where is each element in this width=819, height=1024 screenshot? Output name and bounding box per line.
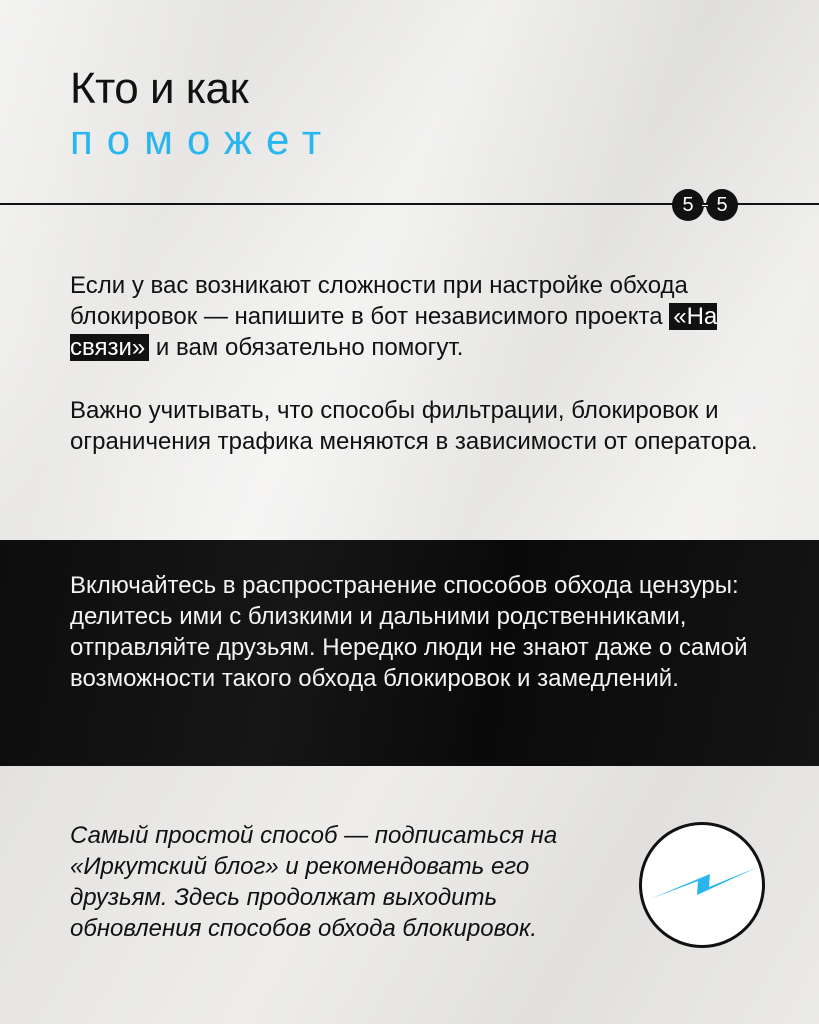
highlight-bot-name: «На связи» xyxy=(70,303,718,361)
intro-text-end: и вам обязательно помогут. xyxy=(149,334,464,361)
page-separator xyxy=(701,204,709,207)
intro-text: Если у вас возникают сложности при настройке обхода блокировок — напишите в бот независимого проекта xyxy=(70,272,688,330)
page-total: 5 xyxy=(706,189,738,221)
lightning-bolt-icon xyxy=(642,825,762,945)
blog-logo xyxy=(639,822,765,948)
page-indicator xyxy=(672,189,738,221)
callout-text: Включайтесь в распространение способов обхода цензуры: делитесь ими с близкими и дальними родственниками, отправляйте друзьям. Нередко люди не знают даже о самой возможности такого обхода блокировок и замедлений. xyxy=(70,572,748,692)
operator-note-paragraph: Важно учитывать, что способы фильтрации, блокировок и ограничения трафика меняются в зависимости от оператора. xyxy=(70,397,758,455)
dark-callout-block xyxy=(0,540,819,766)
page-title-accent: поможет xyxy=(70,116,336,163)
page-title: Кто и как xyxy=(70,64,249,113)
footer-text: Самый простой способ — подписаться на «Иркутский блог» и рекомендовать его друзьям. Здесь продолжат выходить обновления способов обхода блокировок. xyxy=(70,822,558,942)
page-current: 5 xyxy=(672,189,704,221)
intro-paragraph xyxy=(70,270,770,363)
footer-block xyxy=(0,766,819,1024)
